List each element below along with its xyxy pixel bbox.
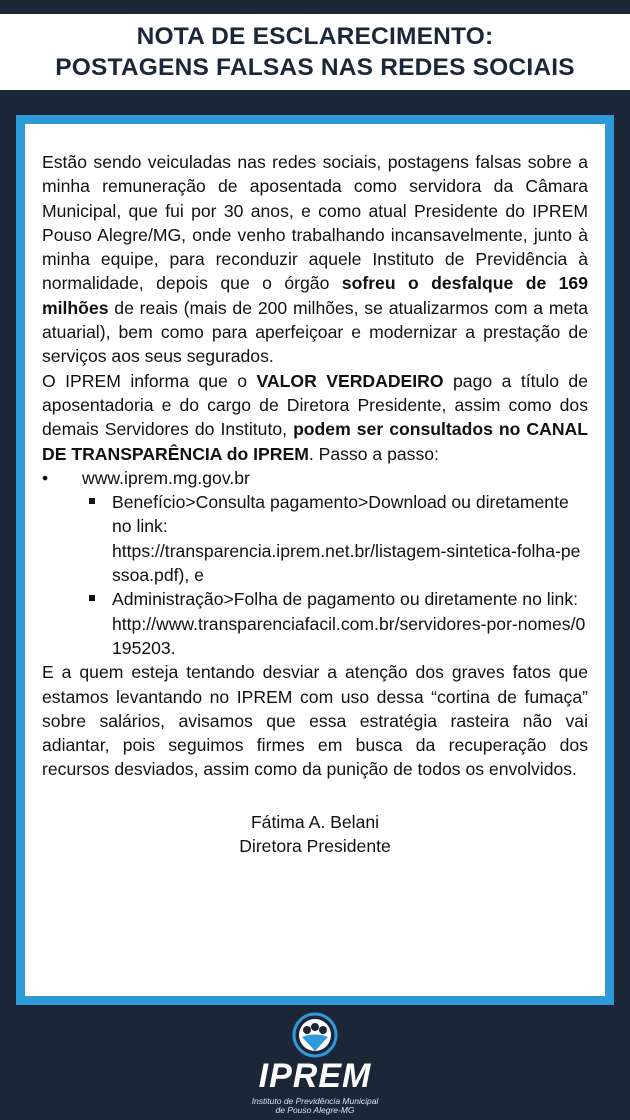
signature-name: Fátima A. Belani xyxy=(250,811,380,832)
content-panel xyxy=(25,124,605,996)
sub-bullet-beneficio xyxy=(42,490,588,587)
content-frame xyxy=(16,115,614,1005)
paragraph-2 xyxy=(42,369,588,466)
title-line-1: NOTA DE ESCLARECIMENTO: xyxy=(136,23,494,50)
logo-wordmark: IPREM xyxy=(258,1057,372,1095)
p2-bold-value: VALOR VERDADEIRO xyxy=(256,370,444,391)
logo-subtitle-2: de Pouso Alegre-MG xyxy=(275,1105,355,1115)
p2-text-a: O IPREM informa que o xyxy=(42,370,257,391)
p1-text-a: Estão sendo veiculadas nas redes sociais, postagens falsas sobre a minha remuneração de aposentada como servidora da Câmara Municipal, que fui por 30 anos, e como atual Presidente do IPREM Pouso Alegre/MG, onde venho trabalhando incansavelmente, junto à minha equipe, para reconduzir aquele Instituto de Previdência à normalidade, depois que o órgão xyxy=(42,152,588,294)
sub1-link[interactable]: https://transparencia.iprem.net.br/listagem-sintetica-folha-pessoa.pdf), e xyxy=(112,540,581,586)
sub1-text: Benefício>Consulta pagamento>Download ou diretamente no link: xyxy=(112,492,569,537)
paragraph-3: E a quem esteja tentando desviar a atenção dos graves fatos que estamos levantando no IPREM com uso dessa “cortina de fumaça” sobre salários, avisamos que essa estratégia rasteira não vai adiantar, pois seguimos firmes em busca da recuperação dos recursos desviados, assim como da punição de todos os envolvidos. xyxy=(42,662,588,780)
bullet-dot: • xyxy=(42,467,49,488)
p1-bold: sofreu o desfalque de 169 milhões xyxy=(42,273,588,318)
signature-block xyxy=(42,810,588,859)
title-line-2: POSTAGENS FALSAS NAS REDES SOCIAIS xyxy=(55,54,575,81)
site-link[interactable]: www.iprem.mg.gov.br xyxy=(82,467,250,488)
signature-title: Diretora Presidente xyxy=(239,836,391,857)
iprem-logo xyxy=(250,1010,380,1116)
paragraph-1 xyxy=(42,150,588,369)
sub2-text: Administração>Folha de pagamento ou diretamente no link: xyxy=(112,589,579,610)
sub-bullet-administracao xyxy=(42,587,588,660)
sub2-link[interactable]: http://www.transparenciafacil.com.br/servidores-por-nomes/0195203. xyxy=(112,613,586,658)
square-bullet-icon xyxy=(89,595,95,601)
logo-subtitle-1: Instituto de Previdência Municipal xyxy=(251,1096,379,1106)
p2-text-c: pago a título de aposentadoria e do cargo de Diretora Presidente, assim como dos demais Servidores do Instituto, xyxy=(42,370,589,440)
bullet-site xyxy=(42,466,588,490)
p2-text-e: . Passo a passo: xyxy=(308,443,439,464)
title-banner xyxy=(0,14,630,90)
p2-bold-transparency: podem ser consultados no CANAL DE TRANSPARÊNCIA do IPREM xyxy=(42,419,589,464)
iprem-emblem-icon xyxy=(250,1010,380,1060)
square-bullet-icon xyxy=(89,498,95,504)
p1-text-c: de reais (mais de 200 milhões, se atualizarmos com a meta atuarial), bem como para aperfeiçoar e modernizar a prestação de serviços aos seus segurados. xyxy=(42,297,588,367)
statement-text xyxy=(42,150,588,858)
